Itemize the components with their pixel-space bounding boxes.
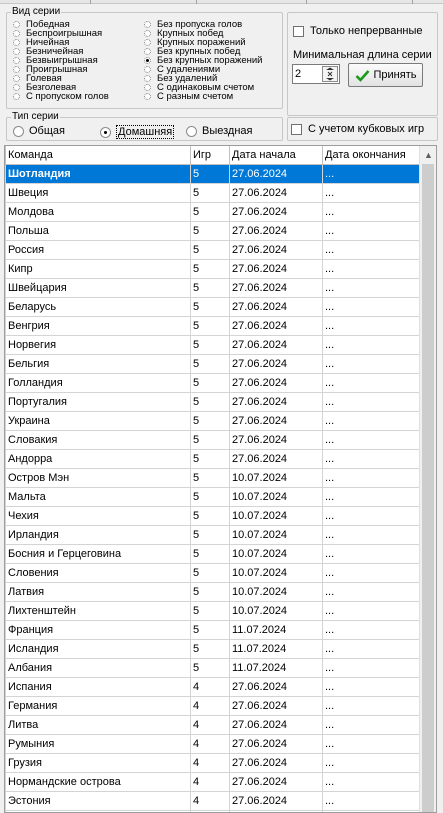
table-row[interactable] bbox=[6, 221, 420, 240]
cell-team: Украина bbox=[6, 411, 191, 430]
series-kind-option-label: Без пропуска голов bbox=[157, 19, 243, 30]
series-kind-radio[interactable] bbox=[144, 75, 151, 82]
cell-end-date: ... bbox=[323, 183, 420, 202]
series-type-away[interactable] bbox=[186, 125, 253, 137]
cell-start-date: 27.06.2024 bbox=[230, 259, 323, 278]
cell-end-date: ... bbox=[323, 202, 420, 221]
cell-games: 5 bbox=[191, 354, 230, 373]
table-row[interactable] bbox=[6, 164, 420, 183]
vertical-scrollbar[interactable] bbox=[419, 146, 436, 812]
cell-end-date: ... bbox=[323, 772, 420, 791]
table-row[interactable] bbox=[6, 373, 420, 392]
cell-start-date: 10.07.2024 bbox=[230, 544, 323, 563]
cell-games: 5 bbox=[191, 373, 230, 392]
scroll-up-icon[interactable]: ▲ bbox=[424, 149, 433, 160]
table-row[interactable] bbox=[6, 468, 420, 487]
table-row[interactable] bbox=[6, 487, 420, 506]
cell-team: Латвия bbox=[6, 582, 191, 601]
cell-start-date: 11.07.2024 bbox=[230, 639, 323, 658]
cell-team: Ирландия bbox=[6, 525, 191, 544]
cell-games: 4 bbox=[191, 772, 230, 791]
cell-end-date: ... bbox=[323, 240, 420, 259]
cup-games-checkbox-row[interactable] bbox=[291, 123, 424, 135]
series-table[interactable] bbox=[4, 145, 437, 813]
series-type-general[interactable] bbox=[13, 125, 65, 137]
cell-team: Венгрия bbox=[6, 316, 191, 335]
cell-start-date: 27.06.2024 bbox=[230, 696, 323, 715]
cell-games: 5 bbox=[191, 221, 230, 240]
header-games[interactable]: Игр bbox=[191, 146, 230, 164]
cell-end-date: ... bbox=[323, 677, 420, 696]
cell-start-date: 27.06.2024 bbox=[230, 354, 323, 373]
table-row[interactable] bbox=[6, 544, 420, 563]
cell-start-date: 27.06.2024 bbox=[230, 316, 323, 335]
scroll-thumb[interactable] bbox=[422, 164, 434, 813]
cell-games: 5 bbox=[191, 316, 230, 335]
cell-games: 5 bbox=[191, 183, 230, 202]
cell-team: Остров Мэн bbox=[6, 468, 191, 487]
cell-games: 5 bbox=[191, 563, 230, 582]
cell-start-date: 27.06.2024 bbox=[230, 373, 323, 392]
cell-games: 5 bbox=[191, 601, 230, 620]
table-row[interactable] bbox=[6, 601, 420, 620]
table-row[interactable] bbox=[6, 696, 420, 715]
cell-end-date: ... bbox=[323, 639, 420, 658]
cell-start-date: 27.06.2024 bbox=[230, 772, 323, 791]
spin-updown-buttons[interactable] bbox=[322, 66, 338, 82]
series-kind-radio[interactable] bbox=[144, 39, 151, 46]
cell-start-date: 27.06.2024 bbox=[230, 791, 323, 810]
cell-start-date: 27.06.2024 bbox=[230, 677, 323, 696]
cell-end-date: ... bbox=[323, 544, 420, 563]
series-type-away-label: Выездная bbox=[202, 125, 253, 137]
series-kind-option-label: С разным счетом bbox=[157, 91, 234, 102]
cell-start-date: 11.07.2024 bbox=[230, 658, 323, 677]
cell-team: Германия bbox=[6, 696, 191, 715]
cell-games: 4 bbox=[191, 753, 230, 772]
cell-games: 5 bbox=[191, 297, 230, 316]
cell-team: Нормандские острова bbox=[6, 772, 191, 791]
cell-end-date: ... bbox=[323, 620, 420, 639]
series-kind-radio[interactable] bbox=[13, 66, 20, 73]
cell-games: 5 bbox=[191, 506, 230, 525]
series-kind-radio[interactable] bbox=[144, 21, 151, 28]
min-length-spinner[interactable] bbox=[292, 64, 340, 84]
table-row[interactable] bbox=[6, 772, 420, 791]
cell-end-date: ... bbox=[323, 468, 420, 487]
cell-end-date: ... bbox=[323, 164, 420, 183]
series-kind-option-label: Без крупных поражений bbox=[157, 55, 263, 66]
series-kind-radio[interactable] bbox=[13, 30, 20, 37]
cell-end-date: ... bbox=[323, 373, 420, 392]
cell-end-date: ... bbox=[323, 487, 420, 506]
cell-end-date: ... bbox=[323, 563, 420, 582]
cell-start-date: 27.06.2024 bbox=[230, 715, 323, 734]
table-row[interactable] bbox=[6, 525, 420, 544]
cell-end-date: ... bbox=[323, 354, 420, 373]
header-start-date[interactable]: Дата начала bbox=[230, 146, 323, 164]
cell-team: Норвегия bbox=[6, 335, 191, 354]
cell-team: Голландия bbox=[6, 373, 191, 392]
table-row[interactable] bbox=[6, 449, 420, 468]
cell-team: Швеция bbox=[6, 183, 191, 202]
cell-start-date: 27.06.2024 bbox=[230, 278, 323, 297]
cell-team: Мальта bbox=[6, 487, 191, 506]
cell-team: Кипр bbox=[6, 259, 191, 278]
table-row[interactable] bbox=[6, 582, 420, 601]
cell-team: Румыния bbox=[6, 734, 191, 753]
cell-games: 5 bbox=[191, 259, 230, 278]
cell-team: Бельгия bbox=[6, 354, 191, 373]
series-kind-option-label: С пропуском голов bbox=[26, 91, 109, 102]
cell-end-date: ... bbox=[323, 506, 420, 525]
cell-start-date: 27.06.2024 bbox=[230, 297, 323, 316]
series-type-general-label: Общая bbox=[29, 125, 65, 137]
cell-team: Словения bbox=[6, 563, 191, 582]
cell-start-date: 10.07.2024 bbox=[230, 582, 323, 601]
series-kind-radio[interactable] bbox=[144, 48, 151, 55]
cell-games: 5 bbox=[191, 430, 230, 449]
cell-end-date: ... bbox=[323, 582, 420, 601]
cell-start-date: 27.06.2024 bbox=[230, 430, 323, 449]
cell-team: Чехия bbox=[6, 506, 191, 525]
cell-games: 5 bbox=[191, 411, 230, 430]
cell-games: 4 bbox=[191, 791, 230, 810]
series-kind-option-label: С одинаковым счетом bbox=[157, 82, 255, 93]
only-continuous-checkbox-row[interactable] bbox=[293, 25, 423, 37]
cell-start-date: 10.07.2024 bbox=[230, 468, 323, 487]
table-row[interactable] bbox=[6, 677, 420, 696]
cell-games: 5 bbox=[191, 164, 230, 183]
series-kind-option-label: Голевая bbox=[26, 73, 62, 84]
series-kind-option-label: С удалениями bbox=[157, 64, 221, 75]
series-kind-option-label: Без удалений bbox=[157, 73, 218, 84]
table-row[interactable] bbox=[6, 753, 420, 772]
series-kind-option-label: Крупных побед bbox=[157, 28, 224, 39]
series-type-home-label: Домашняя bbox=[118, 126, 173, 138]
series-kind-option-label: Безголевая bbox=[26, 82, 77, 93]
table-row[interactable] bbox=[6, 335, 420, 354]
cell-games: 5 bbox=[191, 240, 230, 259]
cell-end-date: ... bbox=[323, 221, 420, 240]
cell-team: Лихтенштейн bbox=[6, 601, 191, 620]
cell-games: 5 bbox=[191, 544, 230, 563]
cell-end-date: ... bbox=[323, 525, 420, 544]
table-row[interactable] bbox=[6, 791, 420, 810]
cell-end-date: ... bbox=[323, 601, 420, 620]
series-type-home-radio[interactable] bbox=[100, 127, 111, 138]
series-type-general-radio[interactable] bbox=[13, 126, 24, 137]
only-continuous-checkbox[interactable] bbox=[293, 26, 304, 37]
cell-end-date: ... bbox=[323, 392, 420, 411]
cell-team: Испания bbox=[6, 677, 191, 696]
cell-start-date: 27.06.2024 bbox=[230, 753, 323, 772]
cell-team: Албания bbox=[6, 658, 191, 677]
cell-team: Беларусь bbox=[6, 297, 191, 316]
cell-games: 5 bbox=[191, 278, 230, 297]
series-kind-radio[interactable] bbox=[13, 39, 20, 46]
series-kind-option[interactable] bbox=[13, 92, 109, 101]
series-kind-column-1 bbox=[13, 20, 109, 101]
cell-games: 5 bbox=[191, 392, 230, 411]
cell-team: Швейцария bbox=[6, 278, 191, 297]
min-length-label: Минимальная длина серии bbox=[293, 49, 432, 61]
cell-team: Польша bbox=[6, 221, 191, 240]
series-kind-option[interactable] bbox=[144, 92, 263, 101]
series-kind-radio[interactable] bbox=[144, 93, 151, 100]
cell-team: Шотландия bbox=[6, 164, 191, 183]
cell-end-date: ... bbox=[323, 411, 420, 430]
cell-games: 5 bbox=[191, 525, 230, 544]
series-kind-radio[interactable] bbox=[144, 30, 151, 37]
cell-end-date: ... bbox=[323, 734, 420, 753]
series-kind-legend: Вид серии bbox=[12, 6, 61, 17]
series-type-home[interactable] bbox=[100, 125, 174, 139]
cell-end-date: ... bbox=[323, 715, 420, 734]
cell-team: Грузия bbox=[6, 753, 191, 772]
table-row[interactable] bbox=[6, 715, 420, 734]
series-kind-radio[interactable] bbox=[13, 48, 20, 55]
series-kind-radio[interactable] bbox=[13, 21, 20, 28]
cell-team: Исландия bbox=[6, 639, 191, 658]
cell-games: 4 bbox=[191, 734, 230, 753]
cell-start-date: 27.06.2024 bbox=[230, 335, 323, 354]
series-kind-column-2 bbox=[144, 20, 263, 101]
table-row[interactable] bbox=[6, 240, 420, 259]
series-kind-radio[interactable] bbox=[144, 84, 151, 91]
table-row[interactable] bbox=[6, 297, 420, 316]
table-row[interactable] bbox=[6, 183, 420, 202]
cell-team: Литва bbox=[6, 715, 191, 734]
series-type-away-radio[interactable] bbox=[186, 126, 197, 137]
cell-end-date: ... bbox=[323, 658, 420, 677]
table-row[interactable] bbox=[6, 259, 420, 278]
cell-start-date: 27.06.2024 bbox=[230, 411, 323, 430]
only-continuous-label: Только непрерванные bbox=[310, 25, 423, 37]
series-kind-option-label: Победная bbox=[26, 19, 70, 30]
table-row[interactable] bbox=[6, 563, 420, 582]
cell-games: 5 bbox=[191, 582, 230, 601]
cell-end-date: ... bbox=[323, 791, 420, 810]
cell-games: 4 bbox=[191, 696, 230, 715]
cell-games: 5 bbox=[191, 658, 230, 677]
table-row[interactable] bbox=[6, 202, 420, 221]
cell-team: Франция bbox=[6, 620, 191, 639]
cell-team: Босния и Герцеговина bbox=[6, 544, 191, 563]
cell-end-date: ... bbox=[323, 335, 420, 354]
cell-start-date: 11.07.2024 bbox=[230, 620, 323, 639]
series-kind-radio[interactable] bbox=[144, 66, 151, 73]
cell-end-date: ... bbox=[323, 696, 420, 715]
cell-start-date: 27.06.2024 bbox=[230, 240, 323, 259]
accept-button[interactable] bbox=[348, 63, 423, 87]
table-row[interactable] bbox=[6, 316, 420, 335]
series-kind-radio[interactable] bbox=[13, 84, 20, 91]
series-kind-option-label: Крупных поражений bbox=[157, 37, 246, 48]
table-row[interactable] bbox=[6, 658, 420, 677]
series-type-legend: Тип серии bbox=[12, 111, 59, 122]
cell-team: Словакия bbox=[6, 430, 191, 449]
table-body bbox=[6, 164, 420, 813]
cell-end-date: ... bbox=[323, 316, 420, 335]
cell-games: 5 bbox=[191, 335, 230, 354]
spin-arrows-icon bbox=[323, 67, 337, 81]
series-kind-radio[interactable] bbox=[144, 57, 151, 64]
table-row[interactable] bbox=[6, 620, 420, 639]
series-kind-option-label: Ничейная bbox=[26, 37, 70, 48]
table-header-row bbox=[6, 146, 420, 164]
cell-end-date: ... bbox=[323, 297, 420, 316]
cell-start-date: 27.06.2024 bbox=[230, 202, 323, 221]
cup-games-checkbox[interactable] bbox=[291, 124, 302, 135]
cell-start-date: 27.06.2024 bbox=[230, 164, 323, 183]
cell-start-date: 27.06.2024 bbox=[230, 392, 323, 411]
series-kind-option-label: Без крупных побед bbox=[157, 46, 241, 57]
cell-games: 4 bbox=[191, 715, 230, 734]
series-kind-radio[interactable] bbox=[13, 57, 20, 64]
cell-start-date: 27.06.2024 bbox=[230, 449, 323, 468]
cell-start-date: 27.06.2024 bbox=[230, 221, 323, 240]
top-tab-strip bbox=[0, 0, 443, 4]
table-row[interactable] bbox=[6, 392, 420, 411]
cell-games: 4 bbox=[191, 677, 230, 696]
series-kind-radio[interactable] bbox=[13, 75, 20, 82]
cell-games: 5 bbox=[191, 620, 230, 639]
table-row[interactable] bbox=[6, 639, 420, 658]
cell-end-date: ... bbox=[323, 259, 420, 278]
cell-end-date: ... bbox=[323, 278, 420, 297]
series-kind-option-label: Проигрышная bbox=[26, 64, 88, 75]
cup-games-label: С учетом кубковых игр bbox=[308, 123, 425, 135]
cell-start-date: 10.07.2024 bbox=[230, 563, 323, 582]
header-end-date[interactable]: Дата окончания bbox=[323, 146, 420, 164]
cell-start-date: 27.06.2024 bbox=[230, 734, 323, 753]
checkmark-icon bbox=[355, 69, 370, 82]
series-kind-option-label: Безвыигрышная bbox=[26, 55, 98, 66]
accept-button-label: Принять bbox=[373, 69, 417, 81]
cell-games: 5 bbox=[191, 639, 230, 658]
cell-games: 5 bbox=[191, 468, 230, 487]
table-row[interactable] bbox=[6, 734, 420, 753]
cell-team: Португалия bbox=[6, 392, 191, 411]
table-row[interactable] bbox=[6, 506, 420, 525]
cell-end-date: ... bbox=[323, 449, 420, 468]
table-row[interactable] bbox=[6, 354, 420, 373]
cell-start-date: 10.07.2024 bbox=[230, 525, 323, 544]
cell-games: 5 bbox=[191, 202, 230, 221]
cell-games: 5 bbox=[191, 449, 230, 468]
cell-start-date: 10.07.2024 bbox=[230, 601, 323, 620]
cell-end-date: ... bbox=[323, 430, 420, 449]
cell-start-date: 27.06.2024 bbox=[230, 183, 323, 202]
cell-end-date: ... bbox=[323, 753, 420, 772]
series-kind-option-label: Беспроигрышная bbox=[26, 28, 103, 39]
cell-start-date: 10.07.2024 bbox=[230, 487, 323, 506]
header-team[interactable]: Команда bbox=[6, 146, 191, 164]
table-row[interactable] bbox=[6, 278, 420, 297]
table-row[interactable] bbox=[6, 411, 420, 430]
cell-team: Андорра bbox=[6, 449, 191, 468]
series-kind-option-label: Безничейная bbox=[26, 46, 84, 57]
cell-team: Эстония bbox=[6, 791, 191, 810]
min-length-input[interactable] bbox=[293, 65, 321, 83]
table-row[interactable] bbox=[6, 430, 420, 449]
cell-start-date: 10.07.2024 bbox=[230, 506, 323, 525]
cell-games: 5 bbox=[191, 487, 230, 506]
cell-team: Молдова bbox=[6, 202, 191, 221]
series-kind-radio[interactable] bbox=[13, 93, 20, 100]
cell-team: Россия bbox=[6, 240, 191, 259]
